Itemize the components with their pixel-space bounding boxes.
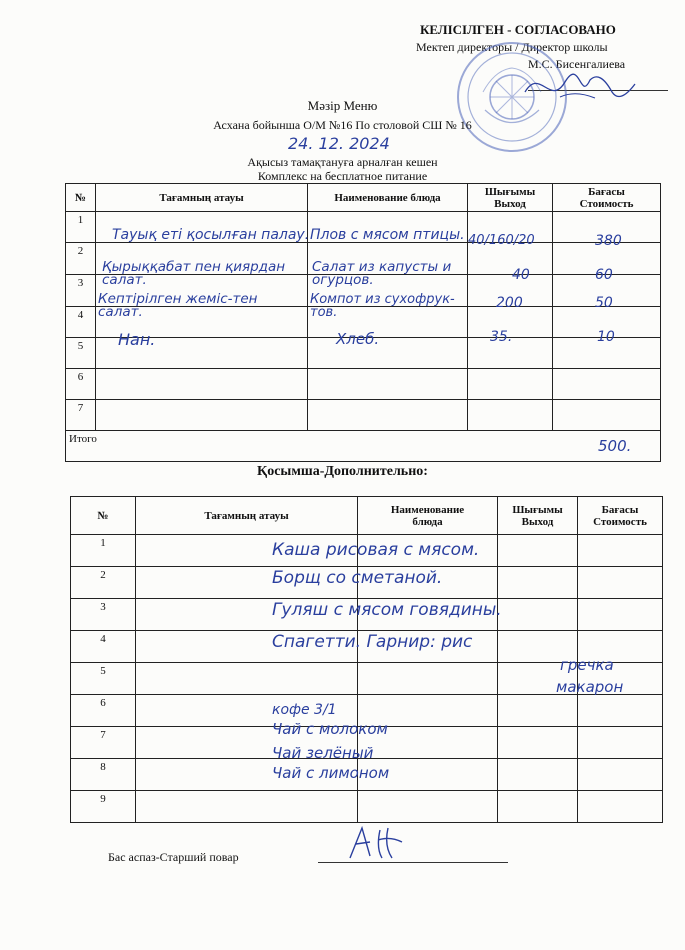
dish-ru: Компот из сухофрук-тов. bbox=[310, 291, 455, 320]
approval-position: Мектеп директоры / Директор школы bbox=[416, 40, 608, 54]
table-row: 3 Кептірілген жеміс-тен салат. Компот из сухофрук-тов. 200 50 bbox=[66, 275, 661, 307]
chef-label: Бас аспаз-Старший повар bbox=[108, 850, 239, 864]
table-row: 7 bbox=[66, 400, 661, 431]
canteen-line: Асхана бойынша О/М №16 По столовой СШ № 16 bbox=[213, 118, 472, 132]
dish-output: 35. bbox=[490, 329, 513, 345]
col-name-ru: Наименование блюда bbox=[358, 497, 498, 535]
menu-table-header bbox=[66, 184, 661, 212]
approval-title: КЕЛІСІЛГЕН - СОГЛАСОВАНО bbox=[420, 22, 616, 37]
table-row: 2 Қырыққабат пен қиярдан салат. Салат из капусты и огурцов. 40 60 bbox=[66, 243, 661, 275]
col-name-kz: Тағамның атауы bbox=[136, 497, 358, 535]
dish-output: 40/160/20 bbox=[468, 233, 535, 248]
col-name-ru: Наименование блюда bbox=[308, 184, 468, 212]
dish-price: 50 bbox=[595, 294, 613, 311]
table-row: 6 bbox=[66, 369, 661, 400]
dish-ru: Плов с мясом птицы. bbox=[310, 227, 465, 243]
menu-table bbox=[65, 183, 661, 462]
extra-item: Каша рисовая с мясом. bbox=[272, 540, 480, 560]
dish-output: 40 bbox=[512, 266, 530, 283]
extra-item: Гуляш с мясом говядины. bbox=[272, 600, 502, 620]
col-output: Шығымы Выход bbox=[468, 184, 553, 212]
dish-price: 380 bbox=[595, 233, 622, 249]
table-row: 4 Нан. Хлеб. 35. 10 bbox=[66, 307, 661, 338]
approval-name: М.С. Бисенгалиева bbox=[528, 57, 626, 71]
total-row bbox=[66, 431, 661, 462]
total-value: 500. bbox=[598, 437, 632, 455]
dish-kz: Нан. bbox=[118, 330, 156, 349]
extra-table-header bbox=[71, 497, 663, 535]
extra-title: Қосымша-Дополнительно: bbox=[257, 464, 428, 479]
dish-ru: Салат из капусты и огурцов. bbox=[312, 258, 452, 288]
dish-output: 200 bbox=[496, 294, 523, 311]
col-no: № bbox=[66, 184, 96, 212]
dish-price: 10 bbox=[597, 329, 615, 345]
extra-item: Чай с лимоном bbox=[272, 764, 390, 782]
dish-kz: Қырыққабат пен қиярдан салат. bbox=[102, 258, 286, 288]
chef-signature bbox=[340, 818, 410, 866]
extra-item: Спагетти. Гарнир: рис bbox=[272, 632, 473, 652]
extra-table: № Тағамның атауы Наименование блюда Шығымы Выход Бағасы Стоимость 1 2 3 4 5 6 7 8 9 bbox=[70, 496, 663, 823]
complex-kz: Ақысыз тамақтануға арналған кешен bbox=[247, 155, 438, 169]
dish-price: 60 bbox=[595, 266, 613, 283]
menu-date: 24. 12. 2024 bbox=[288, 134, 390, 153]
col-name-kz: Тағамның атауы bbox=[96, 184, 308, 212]
extra-item: Чай зелёный bbox=[272, 744, 374, 762]
table-row: 5 bbox=[66, 338, 661, 369]
col-output: Шығымы Выход bbox=[498, 497, 578, 535]
extra-item: гречка bbox=[560, 656, 614, 674]
col-price: Бағасы Стоимость bbox=[578, 497, 663, 535]
extra-item: кофе 3/1 bbox=[272, 702, 337, 718]
col-price: Бағасы Стоимость bbox=[553, 184, 661, 212]
total-label: Итого bbox=[69, 433, 97, 445]
extra-item: Борщ со сметаной. bbox=[272, 568, 443, 588]
complex-ru: Комплекс на бесплатное питание bbox=[257, 169, 428, 183]
table-row: 1 Тауық еті қосылған палау. Плов с мясом птицы. 40/160/20 380 bbox=[66, 212, 661, 243]
menu-title: Мәзір Меню bbox=[307, 98, 378, 113]
dish-kz: Тауық еті қосылған палау. bbox=[112, 227, 310, 243]
dish-ru: Хлеб. bbox=[336, 330, 380, 348]
col-no: № bbox=[71, 497, 136, 535]
extra-item: макарон bbox=[556, 678, 624, 696]
dish-kz: Кептірілген жеміс-тен салат. bbox=[98, 290, 258, 320]
extra-item: Чай с молоком bbox=[272, 720, 388, 738]
